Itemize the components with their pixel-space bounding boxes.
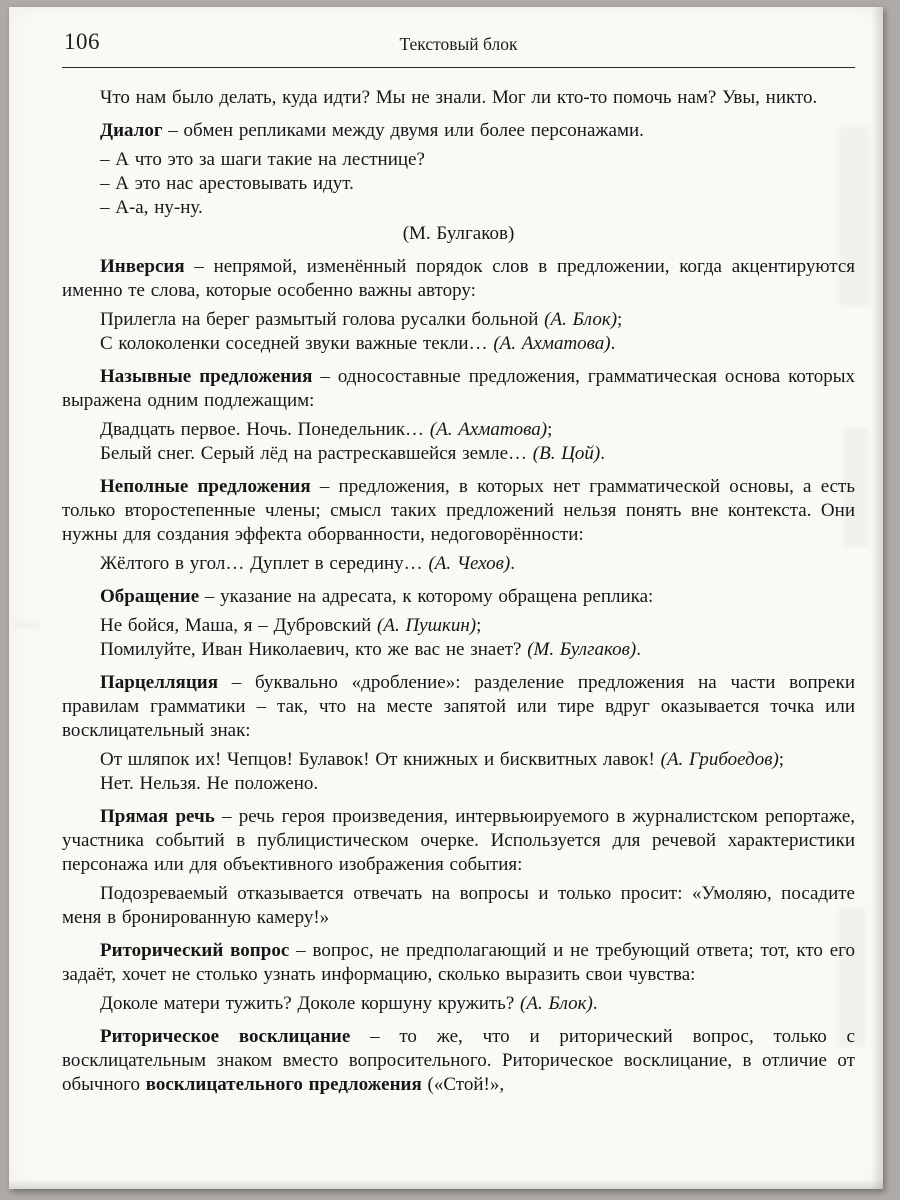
definition-paragraph [62,805,855,877]
text-run: Нет. Нельзя. Не положено. [100,773,319,794]
definition-paragraph [62,939,855,987]
scan-artifact [15,622,41,628]
text-run: – односоставные предложения, грамматическая основа которых выражена одним подлежащим: [62,366,855,411]
example-line [62,308,855,332]
text-run: . [610,333,616,354]
text-run: Белый снег. Серый лёд на растрескавшейся земле… [100,443,533,464]
author-citation: (А. Блок) [544,309,618,330]
author-citation: (А. Блок) [520,993,593,1014]
text-run: – вопрос, не предполагающий и не требующий ответа; тот, кто его задаёт, хочет не столько узнать информацию, сколько выразить свои чувства: [62,940,855,985]
header-rule [62,67,855,68]
text-run: – то же, что и риторический вопрос, только с восклицательным знаком вместо вопросительного. Риторическое восклицание, в отличие от обычного [62,1026,855,1095]
text-run: ; [617,309,623,330]
scanned-book-page [9,7,883,1189]
text-run: . [592,993,598,1014]
attribution [62,222,855,246]
text-run: – предложения, в которых нет грамматической основы, а есть только второстепенные члены; смысл таких предложений нельзя понять вне контекста. Они нужны для создания эффекта оборванности, недоговорённости: [62,476,855,545]
page-body [62,86,855,1097]
text-run: – речь героя произведения, интервьюируемого в журналистском репортаже, участника событий в публицистическом очерке. Используется для речевой характеристики персонажа или для объективного изображения события: [62,806,855,875]
text-run: – А-а, ну-ну. [100,197,203,218]
page-number: 106 [64,29,100,54]
text-run: Двадцать первое. Ночь. Понедельник… [100,419,430,440]
text-run: Подозреваемый отказывается отвечать на вопросы и только просит: «Умоляю, посадите меня в бронированную камеру!» [62,883,855,928]
example-line [62,638,855,662]
page-header [62,27,855,65]
example-line [62,992,855,1016]
example-line [62,332,855,356]
definition-paragraph [62,585,855,609]
text-run: ; [547,419,553,440]
term-bold: Инверсия [100,256,185,277]
text-run: Доколе матери тужить? Доколе коршуну кружить? [100,993,521,1014]
dialogue-line [62,148,855,172]
text-run: ; [476,615,482,636]
term-bold: Назывные предложения [100,366,313,387]
definition-paragraph [62,1025,855,1097]
definition-paragraph [62,119,855,143]
dialogue-line [62,172,855,196]
definition-paragraph [62,475,855,547]
text-run: – обмен репликами между двумя или более персонажами. [162,120,644,141]
term-bold: Прямая речь [100,806,215,827]
term-bold: восклицательного предложения [145,1074,422,1095]
example-continuation [62,86,855,110]
term-bold: Парцелляция [100,672,218,693]
author-citation: (А. Грибоедов) [660,749,779,770]
text-run: Прилегла на берег размытый голова русалки больной [100,309,545,330]
author-citation: (А. Ахматова) [429,419,548,440]
example-line [62,442,855,466]
definition-paragraph [62,671,855,743]
dialogue-line [62,196,855,220]
text-run: От шляпок их! Чепцов! Булавок! От книжных и бисквитных лавок! [100,749,661,770]
term-bold: Диалог [100,120,163,141]
definition-paragraph [62,255,855,303]
text-run: . [600,443,605,464]
example-line [62,552,855,576]
term-bold: Обращение [100,586,200,607]
text-run: . [636,639,641,660]
definition-paragraph [62,365,855,413]
text-run: (М. Булгаков) [402,223,515,244]
example-line [62,614,855,638]
example-line [62,772,855,796]
example-line [62,882,855,930]
running-head: Текстовый блок [399,34,518,54]
author-citation: (М. Булгаков) [527,639,637,660]
author-citation: (А. Пушкин) [377,615,477,636]
text-run: – А это нас арестовывать идут. [100,173,354,194]
text-run: Жёлтого в угол… Дуплет в середину… [100,553,429,574]
text-run: – А что это за шаги такие на лестнице? [100,149,425,170]
example-line [62,748,855,772]
text-run: С колоколенки соседней звуки важные текли… [100,333,494,354]
text-run: ; [778,749,785,770]
text-run: – буквально «дробление»: разделение предложения на части вопреки правилам грамматики – так, что на месте запятой или тире вдруг оказывается точка или восклицательный знак: [62,672,855,741]
author-citation: (А. Ахматова) [493,333,611,354]
text-run: Не бойся, Маша, я – Дубровский [100,615,378,636]
term-bold: Риторическое восклицание [100,1026,351,1047]
term-bold: Риторический вопрос [100,940,290,961]
text-run: Помилуйте, Иван Николаевич, кто же вас не знает? [100,639,528,660]
text-run: Что нам было делать, куда идти? Мы не знали. Мог ли кто-то помочь нам? Увы, никто. [100,87,818,108]
text-run: – указание на адресата, к которому обращена реплика: [199,586,654,607]
text-run: . [510,553,515,574]
term-bold: Неполные предложения [100,476,311,497]
author-citation: (В. Цой) [532,443,601,464]
example-line [62,418,855,442]
text-run: – непрямой, изменённый порядок слов в предложении, когда акцентируются именно те слова, которые особенно важны автору: [62,256,855,301]
text-run: («Стой!», [421,1074,505,1095]
author-citation: (А. Чехов) [428,553,511,574]
